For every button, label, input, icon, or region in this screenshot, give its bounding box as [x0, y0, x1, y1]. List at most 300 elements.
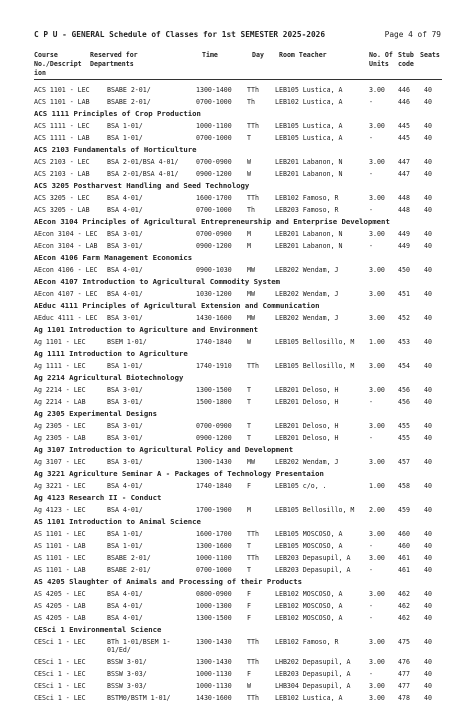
cell-units: - — [369, 134, 373, 142]
cell-seats: 40 — [424, 602, 432, 610]
table-row — [0, 288, 474, 300]
cell-day: TTh — [247, 362, 259, 370]
cell-units: 1.00 — [369, 482, 385, 490]
cell-dept: BSA 3-01/ — [107, 386, 143, 394]
cell-units: 3.00 — [369, 266, 385, 274]
cell-time: 0900-1200 — [196, 242, 232, 250]
table-row — [0, 456, 474, 468]
cell-day: M — [247, 230, 251, 238]
cell-stub: 475 — [398, 638, 410, 646]
cell-stub: 446 — [398, 98, 410, 106]
cell-day: MW — [247, 314, 255, 322]
course-section-title: Ag 4123 Research II - Conduct — [34, 493, 162, 502]
cell-room: LEB201 Labanon, N — [275, 170, 343, 178]
cell-time: 1600-1700 — [196, 194, 232, 202]
cell-seats: 40 — [424, 194, 432, 202]
cell-dept: BSA 2-01/BSA 4-01/ — [107, 170, 179, 178]
cell-day: F — [247, 602, 251, 610]
cell-stub: 478 — [398, 694, 410, 702]
table-row — [0, 192, 474, 204]
cell-units: 3.00 — [369, 458, 385, 466]
cell-course: Ag 2305 - LAB — [34, 434, 86, 442]
course-section-heading — [0, 492, 474, 504]
cell-units: - — [369, 614, 373, 622]
cell-time: 0700-1000 — [196, 98, 232, 106]
cell-dept: BSABE 2-01/ — [107, 554, 151, 562]
cell-room: LEB105 c/o, . — [275, 482, 327, 490]
cell-room: LEB203 Depasupil, A — [275, 670, 351, 678]
cell-dept: BSA 4-01/ — [107, 590, 143, 598]
cell-stub: 476 — [398, 658, 410, 666]
cell-seats: 40 — [424, 694, 432, 702]
course-section-title: AEduc 4111 Principles of Agricultural Extension and Communication — [34, 301, 320, 310]
cell-stub: 445 — [398, 122, 410, 130]
cell-dept: BSA 3-01/ — [107, 422, 143, 430]
cell-time: 0900-1030 — [196, 266, 232, 274]
cell-time: 1000-1130 — [196, 682, 232, 690]
cell-units: - — [369, 398, 373, 406]
table-row — [0, 168, 474, 180]
cell-room: LEB203 Famoso, R — [275, 206, 339, 214]
course-section-heading — [0, 516, 474, 528]
cell-seats: 40 — [424, 658, 432, 666]
course-section-heading — [0, 144, 474, 156]
cell-day: TTh — [247, 638, 259, 646]
cell-seats: 40 — [424, 682, 432, 690]
cell-dept: BSA 4-01/ — [107, 290, 143, 298]
cell-time: 1600-1700 — [196, 530, 232, 538]
cell-stub: 452 — [398, 314, 410, 322]
cell-room: LHB304 Depasupil, A — [275, 682, 351, 690]
cell-seats: 40 — [424, 458, 432, 466]
cell-time: 1500-1800 — [196, 398, 232, 406]
header-rule — [34, 79, 442, 80]
cell-time: 1300-1430 — [196, 638, 232, 646]
cell-room: LEB201 Labanon, N — [275, 242, 343, 250]
cell-dept: BSA 3-01/ — [107, 314, 143, 322]
header-seats: Seats — [420, 51, 440, 59]
cell-dept: BSA 4-01/ — [107, 482, 143, 490]
course-section-heading — [0, 624, 474, 636]
cell-stub: 462 — [398, 590, 410, 598]
document-title: C P U - GENERAL Schedule of Classes for 1st SEMESTER 2025-2026 — [34, 30, 326, 39]
cell-time: 1000-1130 — [196, 670, 232, 678]
cell-time: 1740-1910 — [196, 362, 232, 370]
cell-units: - — [369, 670, 373, 678]
cell-units: - — [369, 434, 373, 442]
cell-course: ACS 1111 - LAB — [34, 134, 90, 142]
cell-time: 0700-0900 — [196, 158, 232, 166]
cell-day: TTh — [247, 658, 259, 666]
cell-room: LEB202 Wendam, J — [275, 266, 339, 274]
cell-time: 1430-1600 — [196, 314, 232, 322]
cell-course: AS 1101 - LEC — [34, 530, 86, 538]
cell-dept: BSA 1-01/ — [107, 542, 143, 550]
cell-time: 1300-1500 — [196, 386, 232, 394]
cell-course: AS 4205 - LEC — [34, 590, 86, 598]
cell-dept: BSA 4-01/ — [107, 266, 143, 274]
cell-stub: 453 — [398, 338, 410, 346]
cell-seats: 40 — [424, 122, 432, 130]
header-day: Day — [252, 51, 264, 59]
cell-room: LEB105 MOSCOSO, A — [275, 542, 343, 550]
table-row — [0, 680, 474, 692]
cell-stub: 462 — [398, 602, 410, 610]
header-units: No. Of Units — [369, 51, 393, 68]
cell-units: 2.00 — [369, 506, 385, 514]
cell-course: Ag 3221 - LEC — [34, 482, 86, 490]
cell-time: 0700-1000 — [196, 206, 232, 214]
cell-dept: BSABE 2-01/ — [107, 86, 151, 94]
cell-seats: 40 — [424, 230, 432, 238]
cell-room: LEB105 Bellosillo, M — [275, 506, 355, 514]
cell-seats: 40 — [424, 670, 432, 678]
cell-seats: 40 — [424, 590, 432, 598]
cell-time: 1740-1840 — [196, 482, 232, 490]
cell-course: CESci 1 - LEC — [34, 658, 86, 666]
cell-day: T — [247, 398, 251, 406]
cell-stub: 457 — [398, 458, 410, 466]
cell-stub: 461 — [398, 566, 410, 574]
course-section-title: AEcon 3104 Principles of Agricultural Entrepreneurship and Enterprise Development — [34, 217, 390, 226]
cell-units: - — [369, 602, 373, 610]
course-section-heading — [0, 108, 474, 120]
table-row — [0, 240, 474, 252]
cell-stub: 447 — [398, 158, 410, 166]
cell-course: Ag 1111 - LEC — [34, 362, 86, 370]
cell-room: LEB201 Deloso, H — [275, 422, 339, 430]
course-section-title: ACS 1111 Principles of Crop Production — [34, 109, 201, 118]
cell-units: 3.00 — [369, 386, 385, 394]
header-departments: Reserved for Departments — [90, 51, 138, 68]
cell-day: F — [247, 482, 251, 490]
cell-day: M — [247, 506, 251, 514]
cell-time: 1300-1430 — [196, 458, 232, 466]
cell-stub: 450 — [398, 266, 410, 274]
cell-seats: 40 — [424, 530, 432, 538]
cell-units: 3.00 — [369, 682, 385, 690]
cell-dept: BSSW 3-03/ — [107, 682, 147, 690]
header-room-teacher: Room Teacher — [279, 51, 327, 59]
cell-course: ACS 3205 - LEC — [34, 194, 90, 202]
cell-course: ACS 1111 - LEC — [34, 122, 90, 130]
cell-time: 1430-1600 — [196, 694, 232, 702]
cell-dept: BSA 1-01/ — [107, 122, 143, 130]
cell-day: W — [247, 338, 251, 346]
cell-day: TTh — [247, 194, 259, 202]
cell-time: 1030-1200 — [196, 290, 232, 298]
cell-day: TTh — [247, 122, 259, 130]
cell-units: 3.00 — [369, 290, 385, 298]
cell-units: 3.00 — [369, 122, 385, 130]
cell-time: 1300-1600 — [196, 542, 232, 550]
course-section-heading — [0, 444, 474, 456]
cell-room: LEB102 Famoso, R — [275, 638, 339, 646]
table-row — [0, 156, 474, 168]
cell-seats: 40 — [424, 554, 432, 562]
cell-day: T — [247, 542, 251, 550]
cell-dept: BSSW 3-03/ — [107, 670, 147, 678]
cell-time: 0900-1200 — [196, 170, 232, 178]
course-section-title: ACS 2103 Fundamentals of Horticulture — [34, 145, 197, 154]
cell-stub: 454 — [398, 362, 410, 370]
cell-units: 1.00 — [369, 338, 385, 346]
cell-stub: 447 — [398, 170, 410, 178]
cell-seats: 40 — [424, 614, 432, 622]
table-row — [0, 668, 474, 680]
cell-course: Ag 4123 - LEC — [34, 506, 86, 514]
cell-room: LEB201 Deloso, H — [275, 434, 339, 442]
cell-seats: 40 — [424, 422, 432, 430]
cell-dept: BSA 4-01/ — [107, 194, 143, 202]
course-section-title: AEcon 4107 Introduction to Agricultural Commodity System — [34, 277, 281, 286]
cell-time: 1300-1400 — [196, 86, 232, 94]
cell-course: AS 1101 - LEC — [34, 554, 86, 562]
table-row — [0, 420, 474, 432]
cell-day: Th — [247, 206, 255, 214]
course-section-heading — [0, 252, 474, 264]
cell-day: W — [247, 170, 251, 178]
cell-stub: 455 — [398, 434, 410, 442]
table-row — [0, 228, 474, 240]
course-section-title: Ag 3221 Agriculture Seminar A - Packages of Technology Presentaion — [34, 469, 324, 478]
cell-seats: 40 — [424, 266, 432, 274]
cell-stub: 459 — [398, 506, 410, 514]
course-section-heading — [0, 576, 474, 588]
course-section-heading — [0, 468, 474, 480]
cell-room: LEB102 MOSCOSO, A — [275, 602, 343, 610]
cell-seats: 40 — [424, 398, 432, 406]
cell-room: LEB201 Deloso, H — [275, 398, 339, 406]
cell-dept: BTh 1-01/BSEM 1- 01/Ed/ — [107, 638, 171, 654]
cell-course: AEcon 3104 - LEC — [34, 230, 98, 238]
table-row — [0, 636, 474, 656]
cell-stub: 445 — [398, 134, 410, 142]
cell-day: TTh — [247, 694, 259, 702]
cell-room: LEB105 MOSCOSO, A — [275, 530, 343, 538]
cell-units: 3.00 — [369, 362, 385, 370]
table-row — [0, 96, 474, 108]
cell-room: LEB102 MOSCOSO, A — [275, 590, 343, 598]
cell-room: LEB105 Lustica, A — [275, 86, 343, 94]
cell-seats: 40 — [424, 206, 432, 214]
cell-day: M — [247, 242, 251, 250]
cell-course: AEcon 3104 - LAB — [34, 242, 98, 250]
cell-day: T — [247, 566, 251, 574]
cell-room: LEB202 Wendam, J — [275, 290, 339, 298]
cell-course: CESci 1 - LEC — [34, 694, 86, 702]
cell-course: CESci 1 - LEC — [34, 638, 86, 646]
cell-room: LEB201 Deloso, H — [275, 386, 339, 394]
cell-day: MW — [247, 266, 255, 274]
cell-seats: 40 — [424, 566, 432, 574]
course-section-heading — [0, 408, 474, 420]
cell-dept: BSA 1-01/ — [107, 134, 143, 142]
course-section-title: ACS 3205 Postharvest Handling and Seed Technology — [34, 181, 250, 190]
course-section-heading — [0, 372, 474, 384]
cell-time: 0700-1000 — [196, 134, 232, 142]
cell-course: ACS 2103 - LAB — [34, 170, 90, 178]
table-row — [0, 504, 474, 516]
cell-course: AS 4205 - LAB — [34, 602, 86, 610]
cell-units: 3.00 — [369, 530, 385, 538]
course-section-title: Ag 2305 Experimental Designs — [34, 409, 158, 418]
cell-day: T — [247, 386, 251, 394]
cell-room: LEB102 Famoso, R — [275, 194, 339, 202]
cell-dept: BSA 1-01/ — [107, 362, 143, 370]
table-row — [0, 84, 474, 96]
cell-room: LEB105 Lustica, A — [275, 122, 343, 130]
table-row — [0, 396, 474, 408]
table-row — [0, 600, 474, 612]
cell-room: LEB202 Wendam, J — [275, 314, 339, 322]
cell-seats: 40 — [424, 170, 432, 178]
course-section-heading — [0, 180, 474, 192]
cell-dept: BSSW 3-01/ — [107, 658, 147, 666]
cell-time: 1000-1300 — [196, 602, 232, 610]
cell-course: ACS 1101 - LEC — [34, 86, 90, 94]
course-section-heading — [0, 324, 474, 336]
cell-room: LEB105 Bellosillo, M — [275, 338, 355, 346]
header-course: Course No./Descript ion — [34, 51, 82, 77]
cell-course: AS 1101 - LAB — [34, 542, 86, 550]
table-row — [0, 656, 474, 668]
cell-course: AEduc 4111 - LEC — [34, 314, 98, 322]
cell-stub: 458 — [398, 482, 410, 490]
cell-time: 1000-1100 — [196, 554, 232, 562]
cell-stub: 451 — [398, 290, 410, 298]
cell-stub: 446 — [398, 86, 410, 94]
cell-room: LEB201 Labanon, N — [275, 230, 343, 238]
table-row — [0, 552, 474, 564]
cell-course: ACS 1101 - LAB — [34, 98, 90, 106]
cell-time: 1300-1430 — [196, 658, 232, 666]
cell-stub: 449 — [398, 230, 410, 238]
cell-day: T — [247, 134, 251, 142]
cell-seats: 40 — [424, 242, 432, 250]
cell-time: 1700-1900 — [196, 506, 232, 514]
table-row — [0, 360, 474, 372]
table-row — [0, 692, 474, 704]
cell-dept: BSABE 2-01/ — [107, 98, 151, 106]
table-row — [0, 480, 474, 492]
cell-seats: 40 — [424, 482, 432, 490]
cell-day: F — [247, 670, 251, 678]
cell-course: AEcon 4107 - LEC — [34, 290, 98, 298]
cell-room: LEB105 Lustica, A — [275, 134, 343, 142]
cell-room: LEB102 Lustica, A — [275, 98, 343, 106]
cell-room: LEB203 Depasupil, A — [275, 554, 351, 562]
cell-room: LEB201 Labanon, N — [275, 158, 343, 166]
cell-course: Ag 2305 - LEC — [34, 422, 86, 430]
cell-dept: BSA 3-01/ — [107, 398, 143, 406]
cell-units: - — [369, 98, 373, 106]
table-row — [0, 336, 474, 348]
table-row — [0, 264, 474, 276]
cell-course: AS 1101 - LAB — [34, 566, 86, 574]
cell-dept: BSA 4-01/ — [107, 506, 143, 514]
course-section-heading — [0, 276, 474, 288]
cell-dept: BSA 3-01/ — [107, 242, 143, 250]
cell-day: TTh — [247, 530, 259, 538]
cell-dept: BSA 4-01/ — [107, 614, 143, 622]
cell-day: TTh — [247, 554, 259, 562]
course-section-title: Ag 1111 Introduction to Agriculture — [34, 349, 188, 358]
cell-units: 3.00 — [369, 194, 385, 202]
cell-dept: BSA 2-01/BSA 4-01/ — [107, 158, 179, 166]
cell-units: 3.00 — [369, 658, 385, 666]
cell-stub: 461 — [398, 554, 410, 562]
cell-course: CESci 1 - LEC — [34, 670, 86, 678]
cell-stub: 460 — [398, 542, 410, 550]
cell-room: LHB202 Depasupil, A — [275, 658, 351, 666]
cell-units: 3.00 — [369, 422, 385, 430]
cell-room: LEB102 MOSCOSO, A — [275, 614, 343, 622]
cell-seats: 40 — [424, 506, 432, 514]
table-row — [0, 384, 474, 396]
cell-dept: BSA 1-01/ — [107, 530, 143, 538]
cell-dept: BSA 3-01/ — [107, 434, 143, 442]
table-row — [0, 588, 474, 600]
cell-course: Ag 2214 - LAB — [34, 398, 86, 406]
cell-time: 0800-0900 — [196, 590, 232, 598]
cell-units: 3.00 — [369, 86, 385, 94]
cell-stub: 449 — [398, 242, 410, 250]
cell-day: MW — [247, 290, 255, 298]
cell-day: F — [247, 614, 251, 622]
cell-course: AEcon 4106 - LEC — [34, 266, 98, 274]
cell-units: - — [369, 542, 373, 550]
cell-time: 0700-0900 — [196, 422, 232, 430]
cell-stub: 460 — [398, 530, 410, 538]
cell-day: T — [247, 422, 251, 430]
cell-time: 1300-1500 — [196, 614, 232, 622]
cell-stub: 477 — [398, 682, 410, 690]
course-section-heading — [0, 348, 474, 360]
cell-stub: 455 — [398, 422, 410, 430]
cell-day: Th — [247, 98, 255, 106]
cell-seats: 40 — [424, 314, 432, 322]
cell-dept: BSTM0/BSTM 1-01/ — [107, 694, 171, 702]
cell-units: - — [369, 170, 373, 178]
cell-day: MW — [247, 458, 255, 466]
course-section-title: Ag 1101 Introduction to Agriculture and Environment — [34, 325, 259, 334]
cell-room: LEB202 Wendam, J — [275, 458, 339, 466]
cell-seats: 40 — [424, 542, 432, 550]
cell-course: Ag 3107 - LEC — [34, 458, 86, 466]
cell-units: 3.00 — [369, 158, 385, 166]
table-row — [0, 312, 474, 324]
table-row — [0, 132, 474, 144]
cell-time: 1740-1840 — [196, 338, 232, 346]
header-time: Time — [202, 51, 218, 59]
table-row — [0, 120, 474, 132]
cell-dept: BSABE 2-01/ — [107, 566, 151, 574]
schedule-table — [0, 84, 474, 704]
table-row — [0, 564, 474, 576]
cell-seats: 40 — [424, 362, 432, 370]
cell-stub: 448 — [398, 194, 410, 202]
cell-dept: BSA 4-01/ — [107, 602, 143, 610]
cell-seats: 40 — [424, 98, 432, 106]
cell-time: 0700-1000 — [196, 566, 232, 574]
cell-units: 3.00 — [369, 314, 385, 322]
cell-stub: 448 — [398, 206, 410, 214]
table-row — [0, 540, 474, 552]
cell-dept: BSA 3-01/ — [107, 458, 143, 466]
cell-units: 3.00 — [369, 694, 385, 702]
cell-course: Ag 2214 - LEC — [34, 386, 86, 394]
